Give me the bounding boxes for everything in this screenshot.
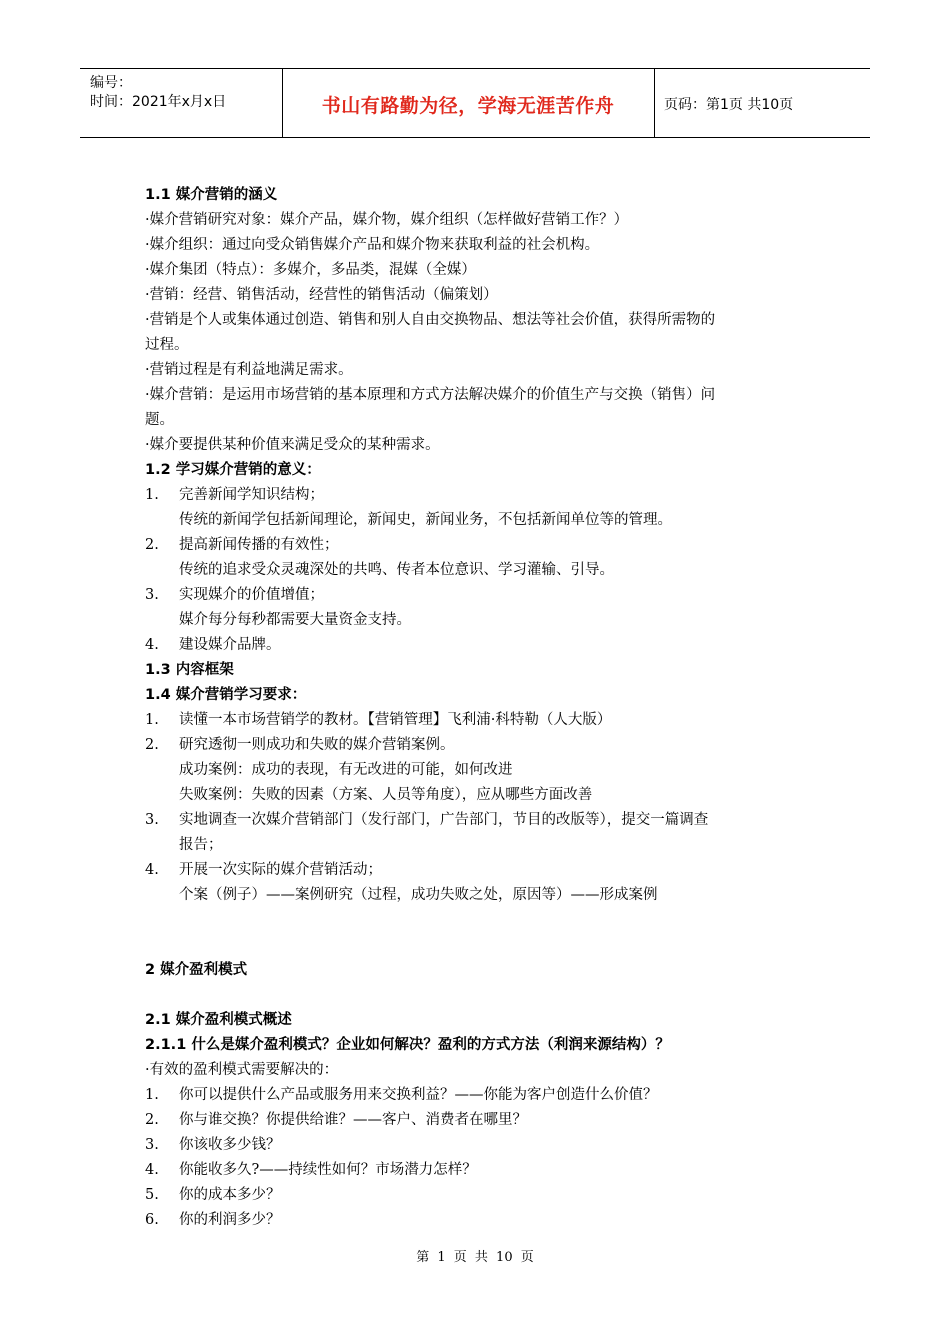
list-number: 3. xyxy=(145,1137,159,1153)
list-subtext: 失败案例：失败的因素（方案、人员等角度），应从哪些方面改善 xyxy=(179,787,593,803)
section-heading: 1.2 学习媒介营销的意义： xyxy=(145,462,321,478)
page-header xyxy=(80,68,870,138)
subsection-heading: 2.1.1 什么是媒介盈利模式？企业如何解决？盈利的方式方法（利润来源结构）？ xyxy=(145,1037,670,1053)
list-text: 你的成本多少？ xyxy=(179,1187,281,1203)
section-heading: 1.3 内容框架 xyxy=(145,662,234,678)
list-number: 5. xyxy=(145,1187,159,1203)
list-text: 你的利润多少？ xyxy=(179,1212,281,1228)
list-number: 2. xyxy=(145,737,159,753)
list-subtext: 报告； xyxy=(179,837,223,853)
paragraph-line: ·媒介要提供某种价值来满足受众的某种需求。 xyxy=(145,437,440,453)
paragraph-line: 过程。 xyxy=(145,337,189,353)
list-item xyxy=(145,533,815,558)
list-subtext: 媒介每分每秒都需要大量资金支持。 xyxy=(179,612,411,628)
list-subtext: 传统的新闻学包括新闻理论，新闻史，新闻业务，不包括新闻单位等的管理。 xyxy=(179,512,672,528)
list-subtext: 传统的追求受众灵魂深处的共鸣、传者本位意识、学习灌输、引导。 xyxy=(179,562,614,578)
list-item xyxy=(145,708,815,733)
list-subtext: 个案（例子）——案例研究（过程，成功失败之处，原因等）——形成案例 xyxy=(179,887,658,903)
paragraph-line: ·媒介营销研究对象：媒介产品，媒介物，媒介组织（怎样做好营销工作？） xyxy=(145,212,629,228)
list-text: 完善新闻学知识结构； xyxy=(179,487,324,503)
time-label: 时间：2021年x月x日 xyxy=(90,94,227,110)
page-footer: 第 1 页 共 10 页 xyxy=(416,1250,534,1265)
paragraph-line: ·媒介组织：通过向受众销售媒介产品和媒介物来获取利益的社会机构。 xyxy=(145,237,600,253)
list-item xyxy=(145,1208,815,1233)
list-item xyxy=(145,1083,815,1108)
header-meta-cell xyxy=(80,69,283,137)
list-item xyxy=(145,483,815,508)
list-text: 你该收多少钱？ xyxy=(179,1137,281,1153)
paragraph-line: ·有效的盈利模式需要解决的： xyxy=(145,1062,339,1078)
header-page-cell xyxy=(654,69,870,137)
list-item xyxy=(145,633,815,658)
section-heading: 2.1 媒介盈利模式概述 xyxy=(145,1012,292,1028)
list-item xyxy=(145,808,815,833)
list-text: 实地调查一次媒介营销部门（发行部门，广告部门，节目的改版等），提交一篇调查 xyxy=(179,812,709,828)
paragraph-line: ·媒介集团（特点）：多媒介，多品类，混媒（全媒） xyxy=(145,262,476,278)
list-text: 提高新闻传播的有效性； xyxy=(179,537,339,553)
paragraph-line: ·营销：经营、销售活动，经营性的销售活动（偏策划） xyxy=(145,287,498,303)
motto: 书山有路勤为径，学海无涯苦作舟 xyxy=(321,95,615,117)
list-number: 3. xyxy=(145,812,159,828)
list-number: 1. xyxy=(145,712,159,728)
chapter-heading: 2 媒介盈利模式 xyxy=(145,962,248,978)
list-number: 6. xyxy=(145,1212,159,1228)
list-text: 你能收多久?——持续性如何？市场潜力怎样？ xyxy=(179,1162,477,1178)
document-body xyxy=(145,183,815,1233)
list-item xyxy=(145,1133,815,1158)
page-info: 页码：第1页 共10页 xyxy=(664,97,794,113)
serial-label: 编号： xyxy=(90,75,132,91)
paragraph-line: 题。 xyxy=(145,412,174,428)
list-item xyxy=(145,1183,815,1208)
list-text: 研究透彻一则成功和失败的媒介营销案例。 xyxy=(179,737,455,753)
header-motto-cell xyxy=(282,69,655,137)
list-item xyxy=(145,1158,815,1183)
list-subtext: 成功案例：成功的表现，有无改进的可能，如何改进 xyxy=(179,762,513,778)
list-text: 读懂一本市场营销学的教材。【营销管理】飞利浦·科特勒（人大版） xyxy=(179,712,612,728)
list-number: 2. xyxy=(145,537,159,553)
list-text: 开展一次实际的媒介营销活动； xyxy=(179,862,382,878)
list-number: 3. xyxy=(145,587,159,603)
list-number: 1. xyxy=(145,487,159,503)
list-item xyxy=(145,1108,815,1133)
list-item xyxy=(145,733,815,758)
list-text: 实现媒介的价值增值； xyxy=(179,587,324,603)
paragraph-line: ·营销是个人或集体通过创造、销售和别人自由交换物品、想法等社会价值，获得所需物的 xyxy=(145,312,716,328)
list-number: 4. xyxy=(145,1162,159,1178)
list-number: 4. xyxy=(145,862,159,878)
list-number: 2. xyxy=(145,1112,159,1128)
list-item xyxy=(145,858,815,883)
section-heading: 1.1 媒介营销的涵义 xyxy=(145,187,278,203)
list-text: 你可以提供什么产品或服务用来交换利益？——你能为客户创造什么价值？ xyxy=(179,1087,658,1103)
paragraph-line: ·营销过程是有利益地满足需求。 xyxy=(145,362,353,378)
list-number: 4. xyxy=(145,637,159,653)
list-text: 建设媒介品牌。 xyxy=(179,637,281,653)
paragraph-line: ·媒介营销：是运用市场营销的基本原理和方式方法解决媒介的价值生产与交换（销售）问 xyxy=(145,387,716,403)
list-item xyxy=(145,583,815,608)
list-text: 你与谁交换？你提供给谁？——客户、消费者在哪里？ xyxy=(179,1112,527,1128)
section-heading: 1.4 媒介营销学习要求： xyxy=(145,687,307,703)
list-number: 1. xyxy=(145,1087,159,1103)
